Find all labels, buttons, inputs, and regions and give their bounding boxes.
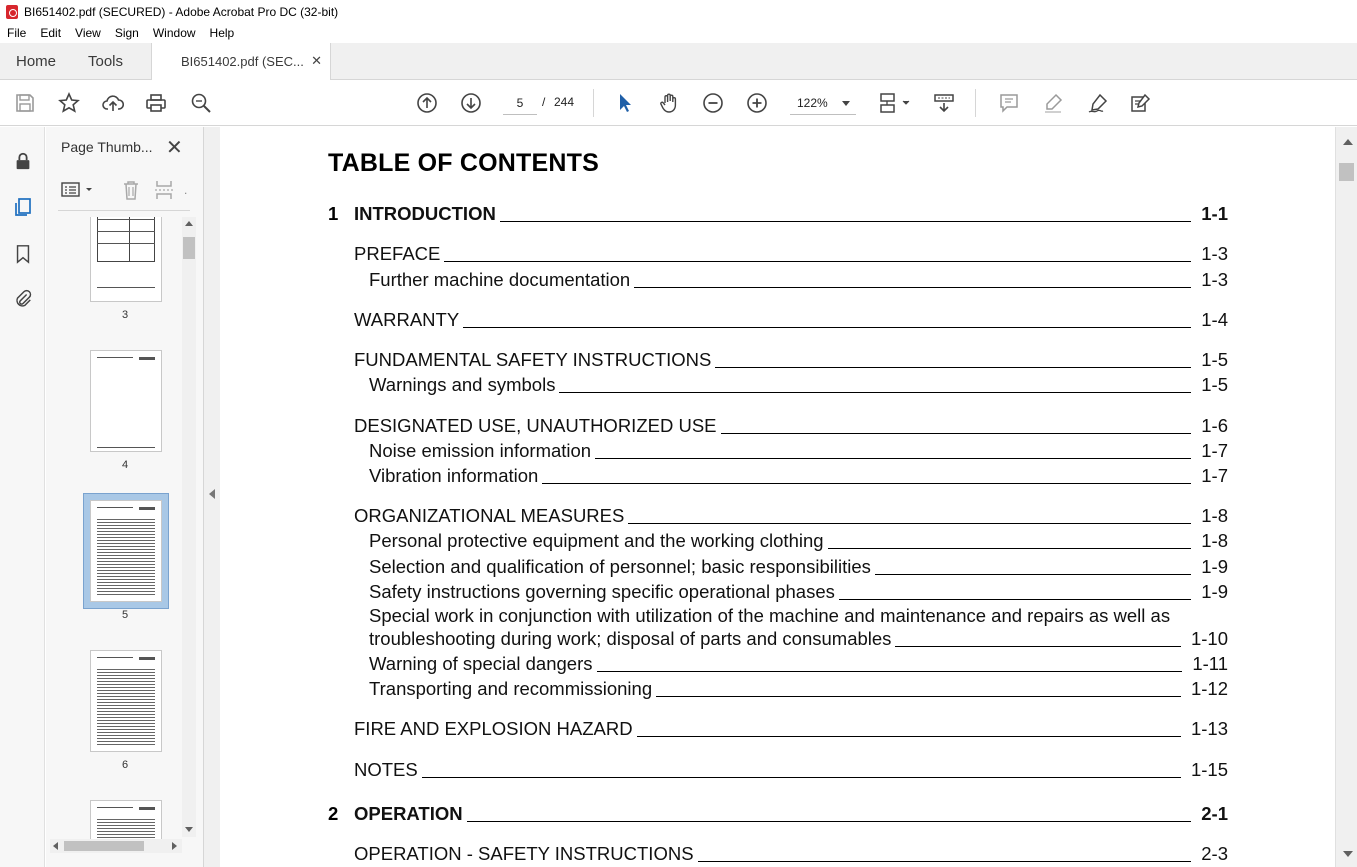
toc-entry[interactable]: [369, 579, 1228, 603]
lock-icon[interactable]: [11, 149, 35, 173]
scroll-up-icon[interactable]: [185, 221, 193, 226]
toc-leader: [715, 367, 1191, 368]
tab-home[interactable]: Home: [16, 53, 57, 70]
toolbar: [0, 80, 1357, 126]
toc-leader: [721, 433, 1192, 434]
comment-icon[interactable]: [997, 91, 1021, 115]
thumbnail-toolbar: [58, 175, 190, 211]
title-bar: [0, 0, 1357, 23]
toc-entry[interactable]: [369, 463, 1228, 487]
toc-title: FIRE AND EXPLOSION HAZARD: [354, 718, 637, 740]
hscrollbar-thumb[interactable]: [64, 841, 144, 851]
toc-page: 1-15: [1190, 759, 1228, 780]
toc-page: 1-13: [1190, 718, 1228, 739]
toc-entry[interactable]: [354, 347, 1228, 371]
toc-title-line1: Special work in conjunction with utilization of the machine and maintenance and repairs as well as: [369, 605, 1171, 626]
toc-title: INTRODUCTION: [354, 203, 500, 225]
thumbnail-page[interactable]: [90, 650, 162, 752]
thumbnail-label: 5: [121, 609, 129, 621]
toc-page: 1-6: [1201, 415, 1228, 436]
toc-leader: [656, 696, 1181, 697]
menu-sign[interactable]: Sign: [114, 26, 139, 40]
toc-leader: [628, 523, 1191, 524]
thumbnail-label: 6: [121, 759, 129, 771]
toc-title: NOTES: [354, 759, 422, 781]
scroll-down-icon[interactable]: [1343, 851, 1353, 857]
scroll-left-icon[interactable]: [53, 842, 58, 850]
close-tab-icon[interactable]: ✕: [311, 53, 322, 68]
toc-title: PREFACE: [354, 243, 444, 265]
toc-title: OPERATION - SAFETY INSTRUCTIONS: [354, 843, 698, 865]
toc-leader: [875, 574, 1191, 575]
panel-title: Page Thumb...: [61, 139, 153, 155]
toc-page: 1-11: [1192, 653, 1228, 674]
panel-collapse-strip[interactable]: [204, 127, 220, 867]
toc-page: 1-8: [1201, 530, 1228, 551]
toc-title: Safety instructions governing specific operational phases: [369, 581, 839, 603]
toc-leader: [634, 287, 1191, 288]
bookmarks-icon[interactable]: [11, 242, 35, 266]
more-options-icon[interactable]: .: [184, 183, 188, 197]
toc-leader: [698, 861, 1192, 862]
toc-leader: [595, 458, 1191, 459]
page-display-icon[interactable]: [877, 91, 913, 115]
previous-page-icon[interactable]: [415, 91, 439, 115]
toc-entry[interactable]: [369, 554, 1228, 578]
bookmark-star-icon[interactable]: [57, 91, 81, 115]
toc-title: OPERATION: [354, 803, 467, 825]
zoom-value: 122%: [797, 96, 828, 110]
menu-help[interactable]: Help: [209, 26, 235, 40]
close-panel-icon[interactable]: ✕: [166, 137, 183, 159]
toc-leader: [500, 221, 1191, 222]
toc-leader: [542, 483, 1191, 484]
tab-document-label: BI651402.pdf (SEC...: [181, 54, 304, 69]
toc-entry[interactable]: [369, 651, 1228, 675]
menu-window[interactable]: Window: [152, 26, 196, 40]
menu-file[interactable]: File: [7, 26, 27, 40]
toc-leader: [895, 646, 1181, 647]
thumbnail-page[interactable]: [90, 350, 162, 452]
toc-page: 1-8: [1201, 505, 1228, 526]
toc-page: 1-3: [1201, 243, 1228, 264]
toc-leader: [559, 392, 1191, 393]
zoom-out-icon[interactable]: [701, 91, 725, 115]
toc-leader: [597, 671, 1183, 672]
toc-leader: [422, 777, 1181, 778]
thumbnail-hscrollbar[interactable]: [50, 839, 182, 853]
toc-entry[interactable]: [354, 841, 1228, 865]
document-view[interactable]: [220, 127, 1335, 867]
toc-entry[interactable]: [354, 503, 1228, 527]
toc-title: ORGANIZATIONAL MEASURES: [354, 505, 628, 527]
acrobat-logo-icon: [6, 5, 18, 19]
scroll-down-icon[interactable]: [185, 827, 193, 832]
toc-page: 1-3: [1201, 269, 1228, 290]
toc-entry[interactable]: [354, 413, 1228, 437]
thumbnail-page-selected[interactable]: [90, 500, 162, 602]
chapter-number: 2: [328, 803, 339, 824]
toolbar-divider: [593, 89, 594, 117]
toc-leader: [839, 599, 1191, 600]
toc-page: 1-7: [1201, 440, 1228, 461]
toc-page: 1-9: [1201, 556, 1228, 577]
thumbnail-panel: [46, 127, 204, 867]
zoom-select[interactable]: [790, 91, 856, 115]
thumbnail-label: 3: [121, 309, 129, 321]
left-rail: [0, 127, 45, 867]
toc-page: 1-4: [1201, 309, 1228, 330]
toc-entry[interactable]: [354, 241, 1228, 265]
options-menu-icon[interactable]: [61, 180, 95, 200]
toc-title: WARRANTY: [354, 309, 463, 331]
toc-entry[interactable]: [369, 372, 1228, 396]
toc-title: Personal protective equipment and the working clothing: [369, 530, 828, 552]
toc-title: FUNDAMENTAL SAFETY INSTRUCTIONS: [354, 349, 715, 371]
toc-entry[interactable]: [354, 757, 1228, 781]
menu-edit[interactable]: Edit: [40, 26, 62, 40]
document-scrollbar[interactable]: [1335, 127, 1357, 867]
thumbnail-page[interactable]: [90, 800, 162, 844]
toc-entry[interactable]: [369, 267, 1228, 291]
extract-pages-icon[interactable]: [153, 179, 175, 201]
find-zoom-icon[interactable]: [189, 91, 213, 115]
toc-title: DESIGNATED USE, UNAUTHORIZED USE: [354, 415, 721, 437]
toc-page: 1-5: [1201, 349, 1228, 370]
toc-page: 1-9: [1201, 581, 1228, 602]
page-separator: /: [542, 95, 546, 109]
select-cursor-icon[interactable]: [613, 91, 637, 115]
menu-bar: [0, 23, 1357, 43]
toc-title: Vibration information: [369, 465, 542, 487]
cloud-upload-icon[interactable]: [101, 91, 125, 115]
hand-tool-icon[interactable]: [657, 91, 681, 115]
scroll-right-icon[interactable]: [172, 842, 177, 850]
toc-leader: [637, 736, 1181, 737]
toc-page: 1-1: [1201, 203, 1228, 224]
toc-leader: [444, 261, 1191, 262]
window-title: BI651402.pdf (SECURED) - Adobe Acrobat Pro DC (32-bit): [24, 4, 339, 19]
toc-chapter[interactable]: [354, 801, 1228, 825]
thumbnail-page[interactable]: [90, 217, 162, 302]
toc-leader: [463, 327, 1191, 328]
toc-leader: [467, 821, 1192, 822]
print-icon[interactable]: [144, 91, 168, 115]
scroll-up-icon[interactable]: [1343, 139, 1353, 145]
toc-page: 1-5: [1201, 374, 1228, 395]
toc-page: 1-10: [1190, 628, 1228, 649]
toc-entry[interactable]: [354, 307, 1228, 331]
next-page-icon[interactable]: [459, 91, 483, 115]
thumbnail-scrollbar[interactable]: [182, 217, 196, 837]
tab-document[interactable]: [151, 43, 331, 80]
toolbar-divider: [975, 89, 976, 117]
zoom-in-icon[interactable]: [745, 91, 769, 115]
toc-entry[interactable]: [354, 716, 1228, 740]
menu-view[interactable]: View: [75, 26, 101, 40]
tab-bar: [0, 43, 1357, 80]
toc-page: 2-1: [1201, 803, 1228, 824]
highlight-pen-icon[interactable]: [1041, 91, 1065, 115]
toc-leader: [828, 548, 1192, 549]
thumbnail-list: [46, 217, 181, 844]
delete-page-icon[interactable]: [120, 179, 142, 201]
scroll-mode-icon[interactable]: [932, 91, 956, 115]
toc-chapter[interactable]: [354, 201, 1228, 225]
toc-entry[interactable]: [369, 626, 1228, 650]
chapter-number: 1: [328, 203, 339, 224]
toc-entry[interactable]: [369, 676, 1228, 700]
page-total: 244: [554, 95, 575, 109]
scrollbar-thumb[interactable]: [183, 237, 195, 259]
toc-title: Transporting and recommissioning: [369, 678, 656, 700]
toc-page: 1-12: [1190, 678, 1228, 699]
page-thumbnails-icon[interactable]: [11, 195, 35, 219]
toc-title: troubleshooting during work; disposal of parts and consumables: [369, 628, 895, 650]
toc-entry[interactable]: [369, 438, 1228, 462]
save-icon[interactable]: [13, 91, 37, 115]
toc-title: Warnings and symbols: [369, 374, 559, 396]
toc-page: 1-7: [1201, 465, 1228, 486]
toc-title: Selection and qualification of personnel; basic responsibilities: [369, 556, 875, 578]
toc-title: Noise emission information: [369, 440, 595, 462]
fill-sign-icon[interactable]: [1129, 91, 1153, 115]
toc-heading: TABLE OF CONTENTS: [328, 149, 599, 177]
chevron-down-icon: [842, 101, 850, 106]
collapse-panel-icon[interactable]: [209, 489, 215, 499]
scrollbar-thumb[interactable]: [1339, 163, 1354, 181]
tab-tools[interactable]: Tools: [88, 53, 124, 70]
page-number-input[interactable]: 5: [503, 91, 537, 115]
toc-title: Warning of special dangers: [369, 653, 597, 675]
sign-pen-icon[interactable]: [1086, 91, 1110, 115]
toc-title: Further machine documentation: [369, 269, 634, 291]
thumbnail-label: 4: [121, 459, 129, 471]
toc-entry[interactable]: [369, 528, 1228, 552]
attachments-icon[interactable]: [11, 287, 35, 311]
toc-page: 2-3: [1201, 843, 1228, 864]
